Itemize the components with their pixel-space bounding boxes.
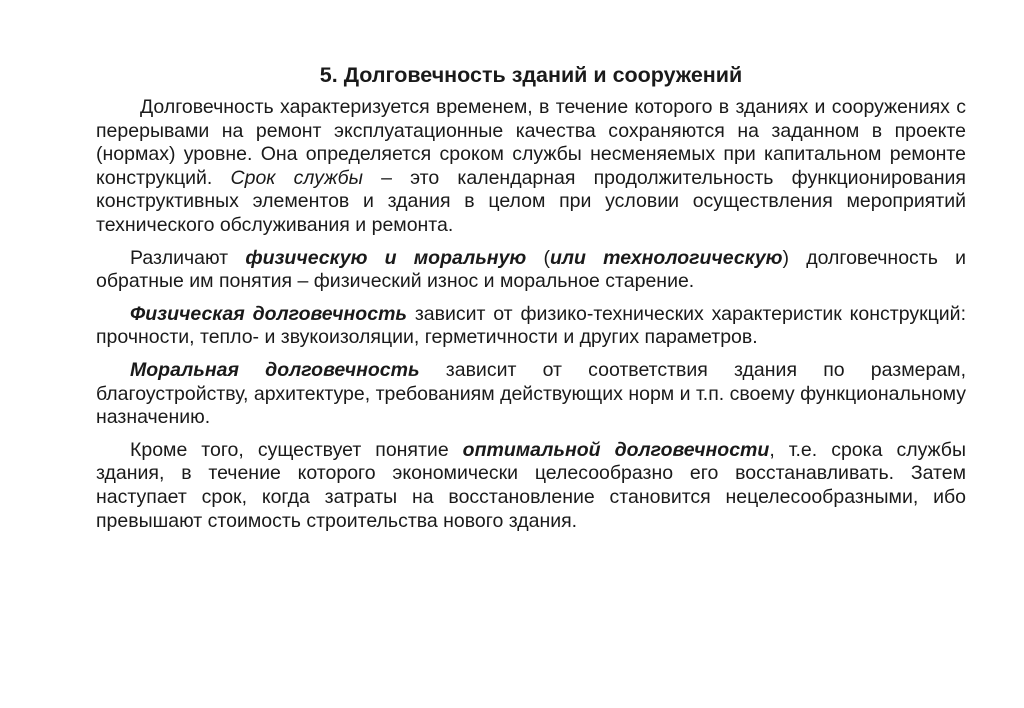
paragraph-text: – это календарная продолжительность функционирования конструктивных элементов и здания в целом при условии осуществления мероприятий технического обслуживания и ремонта. [96, 166, 966, 236]
term-technological: или технологическую [549, 246, 783, 269]
paragraph-text: , т.е. срока службы здания, в течение которого экономически целесообразно его восстанавливать. Затем наступает срок, когда затраты на восстановление становится нецелесообразными, ибо превышают стоимость строительства нового здания. [96, 438, 966, 532]
paragraph-text: Долговечность характеризуется временем, в течение которого в зданиях и сооружениях с перерывами на ремонт эксплуатационные качества сохраняются на заданном в проекте (нормах) уровне. Она определяется сроком службы несменяемых при капитальном ремонте конструкций. [96, 96, 966, 189]
paragraph-durability-types [96, 247, 966, 294]
term-service-life: Срок службы [230, 166, 363, 189]
paragraph-text: зависит от физико-технических характеристик конструкций: прочности, тепло- и звукоизоляции, герметичности и других параметров. [96, 302, 966, 349]
document-content [96, 60, 966, 542]
paragraph-text: зависит от соответствия здания по размерам, благоустройству, архитектуре, требованиям действующих норм и т.п. своему функциональному назначению. [96, 358, 966, 429]
paragraph-text: ) долговечность и обратные им понятия – физический износ и моральное старение. [96, 246, 966, 293]
paragraph-text: Различают [130, 246, 246, 269]
paragraph-moral-durability [96, 359, 966, 430]
term-optimal-durability: оптимальной долговечности [462, 438, 770, 461]
paragraph-text: Кроме того, существует понятие [130, 438, 463, 461]
paragraph-text: ( [526, 246, 550, 269]
term-physical-durability: Физическая долговечность [130, 302, 407, 325]
paragraph-physical-durability [96, 303, 966, 350]
paragraph-optimal-durability [96, 439, 966, 533]
term-moral-durability: Моральная долговечность [130, 358, 420, 381]
page-title: 5. Долговечность зданий и сооружений [319, 63, 743, 87]
paragraph-durability-definition [96, 96, 966, 238]
term-physical-moral: физическую и моральную [245, 246, 527, 269]
